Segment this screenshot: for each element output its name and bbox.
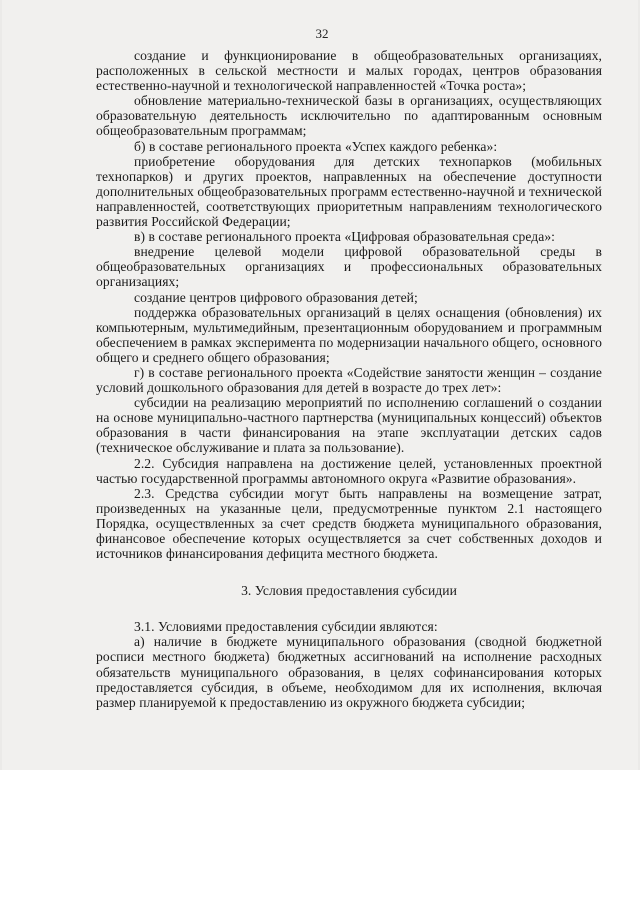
paragraph: субсидии на реализацию мероприятий по исполнению соглашений о создании на основе муниципально-частного партнерства (муниципальных концессий) объектов образования в части финансирования на этапе эксплуатации детских садов (техническое обслуживание и плата за пользование). <box>96 395 602 456</box>
paragraph: приобретение оборудования для детских технопарков (мобильных технопарков) и других проектов, направленных на обеспечение доступности дополнительных общеобразовательных программ естественно-научной и технической направленностей, соответствующих приоритетным направлениям технологического развития Российской Федерации; <box>96 153 602 230</box>
document-body <box>96 48 602 710</box>
paragraph: поддержка образовательных организаций в целях оснащения (обновления) их компьютерным, мультимедийным, презентационным оборудованием и программным обеспечением в рамках эксперимента по модернизации начального общего, основного общего и среднего общего образования; <box>96 304 602 365</box>
paragraph: а) наличие в бюджете муниципального образования (сводной бюджетной росписи местного бюджета) бюджетных ассигнований на исполнение расходных обязательств муниципального образования, в целях софинансирования которых предоставляется субсидия, в объеме, необходимом для их исполнения, включая размер планируемой к предоставлению из окружного бюджета субсидии; <box>96 634 602 710</box>
section-heading: 3. Условия предоставления субсидии <box>241 583 457 599</box>
paragraph: 2.2. Субсидия направлена на достижение целей, установленных проектной частью государственной программы автономного округа «Развитие образования». <box>96 455 602 486</box>
page-number: 32 <box>315 26 329 41</box>
paragraph: создание и функционирование в общеобразовательных организациях, расположенных в сельской местности и малых городах, центров образования естественно-научной и технологической направленностей «Точка роста»; <box>96 48 602 94</box>
paragraph: внедрение целевой модели цифровой образовательной среды в общеобразовательных организациях и профессиональных образовательных организациях; <box>96 244 602 290</box>
paragraph: б) в составе регионального проекта «Успех каждого ребенка»: <box>134 138 498 154</box>
paragraph: обновление материально-технической базы в организациях, осуществляющих образовательную деятельность исключительно по адаптированным основным общеобразовательным программам; <box>96 93 602 139</box>
paragraph: в) в составе регионального проекта «Цифровая образовательная среда»: <box>134 229 555 245</box>
paragraph: 3.1. Условиями предоставления субсидии являются: <box>134 619 438 635</box>
paragraph: создание центров цифрового образования детей; <box>134 289 418 305</box>
document-page <box>2 0 638 770</box>
paragraph: 2.3. Средства субсидии могут быть направлены на возмещение затрат, произведенных на указанные цели, предусмотренные пунктом 2.1 настоящего Порядка, осуществленных за счет средств бюджета муниципального образования, финансовое обеспечение которых осуществляется за счет собственных доходов и источников финансирования дефицита местного бюджета. <box>96 485 602 562</box>
paragraph: г) в составе регионального проекта «Содействие занятости женщин – создание условий дошкольного образования для детей в возрасте до трех лет»: <box>96 364 602 396</box>
